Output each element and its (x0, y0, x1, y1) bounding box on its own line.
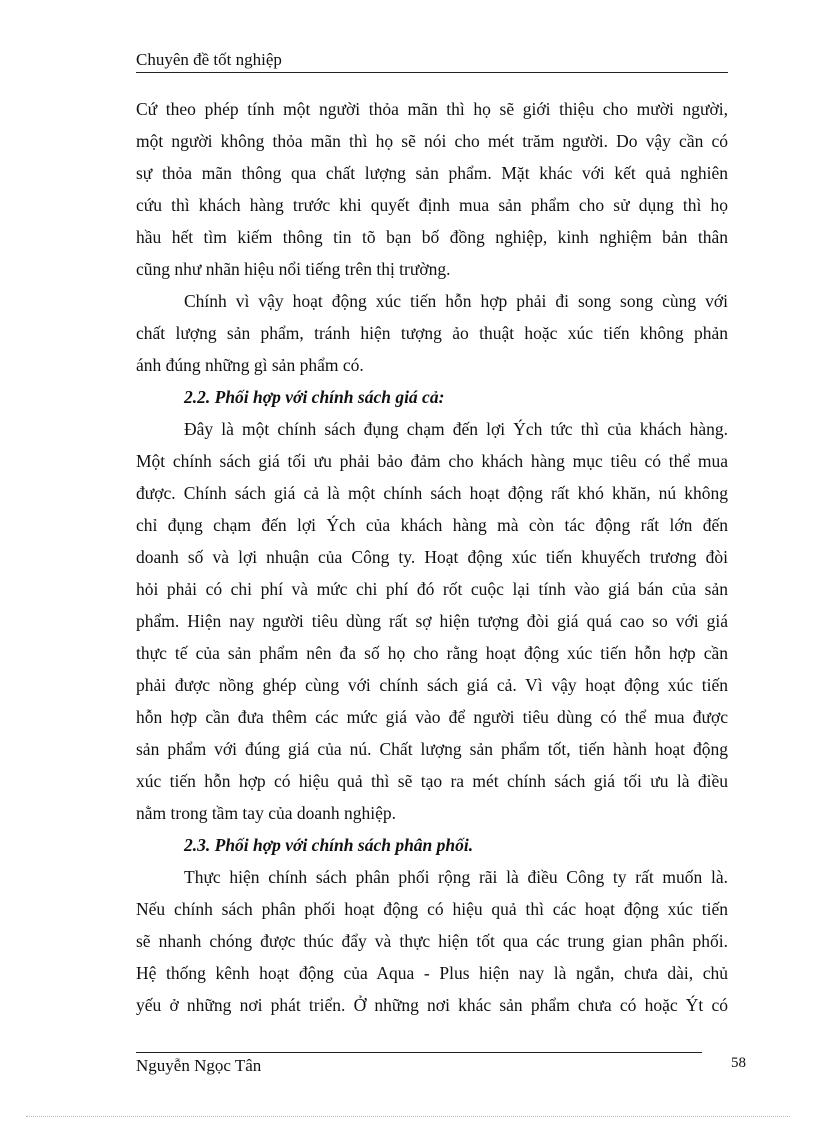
footer-divider (136, 1052, 702, 1053)
text-line: cũng như nhãn hiệu nổi tiếng trên thị trường. (136, 259, 451, 279)
text-line: hỗn hợp cần đưa thêm các mức giá vào để người tiêu dùng có thể mua được (136, 707, 728, 727)
body-text (136, 93, 728, 1021)
text-line: xúc tiến hỗn hợp có hiệu quả thì sẽ tạo ra mét chính sách giá tối ưu là điều (136, 771, 728, 791)
section-heading: 2.3. Phối hợp với chính sách phân phối. (184, 835, 474, 855)
text-line: nằm trong tầm tay của doanh nghiệp. (136, 803, 396, 823)
text-line: Đây là một chính sách đụng chạm đến lợi Ých tức thì của khách hàng. (184, 419, 728, 439)
text-line: Thực hiện chính sách phân phối rộng rãi là điều Công ty rất muốn là. (184, 867, 728, 887)
text-line: được. Chính sách giá cả là một chính sách hoạt động rất khó khăn, nú không (136, 483, 728, 503)
page-edge-divider (26, 1116, 790, 1117)
text-line: Nếu chính sách phân phối hoạt động có hiệu quả thì các hoạt động xúc tiến (136, 899, 728, 919)
text-line: sự thỏa mãn thông qua chất lượng sản phẩm. Mặt khác với kết quả nghiên (136, 163, 728, 183)
text-line: phẩm. Hiện nay người tiêu dùng rất sợ hiện tượng đòi giá quá cao so với giá (136, 611, 728, 631)
page-number: 58 (731, 1055, 746, 1071)
text-line: sản phẩm với đúng giá của nú. Chất lượng sản phẩm tốt, tiến hành hoạt động (136, 739, 728, 759)
text-line: Một chính sách giá tối ưu phải bảo đảm cho khách hàng mục tiêu có thể mua (136, 451, 728, 471)
text-line: yếu ở những nơi phát triển. Ở những nơi khác sản phẩm chưa có hoặc Ýt có (136, 995, 728, 1015)
text-line: chỉ đụng chạm đến lợi Ých của khách hàng mà còn tác động rất lớn đến (136, 515, 728, 535)
text-line: ánh đúng những gì sản phẩm có. (136, 355, 364, 375)
text-line: chất lượng sản phẩm, tránh hiện tượng ảo thuật hoặc xúc tiến không phản (136, 323, 728, 343)
text-line: thực tế của sản phẩm nên đa số họ cho rằng hoạt động xúc tiến hỗn hợp cần (136, 643, 728, 663)
header-title: Chuyên đề tốt nghiệp (136, 50, 282, 69)
footer-author: Nguyễn Ngọc Tân (136, 1056, 262, 1075)
text-line: Cứ theo phép tính một người thỏa mãn thì họ sẽ giới thiệu cho mười người, (136, 99, 728, 119)
section-heading: 2.2. Phối hợp với chính sách giá cả: (184, 387, 445, 407)
text-line: Chính vì vậy hoạt động xúc tiến hỗn hợp phải đi song song cùng với (184, 291, 728, 311)
text-line: cứu thì khách hàng trước khi quyết định mua sản phẩm cho sử dụng thì họ (136, 195, 728, 215)
text-line: hỏi phải có chi phí và mức chi phí đó rốt cuộc lại tính vào giá bán của sản (136, 579, 728, 599)
text-line: Hệ thống kênh hoạt động của Aqua - Plus hiện nay là ngắn, chưa dài, chủ (136, 963, 728, 983)
text-line: một người không thỏa mãn thì họ sẽ nói cho mét trăm người. Do vậy cần có (136, 131, 728, 151)
page-header (136, 48, 728, 73)
text-line: phải được nồng ghép cùng với chính sách giá cả. Vì vậy hoạt động xúc tiến (136, 675, 728, 695)
text-line: hầu hết tìm kiếm thông tin tõ bạn bố đồng nghiệp, kinh nghiệm bản thân (136, 227, 728, 247)
text-line: doanh số và lợi nhuận của Công ty. Hoạt động xúc tiến khuyếch trương đòi (136, 547, 728, 567)
text-line: sẽ nhanh chóng được thúc đẩy và thực hiện tốt qua các trung gian phân phối. (136, 931, 728, 951)
